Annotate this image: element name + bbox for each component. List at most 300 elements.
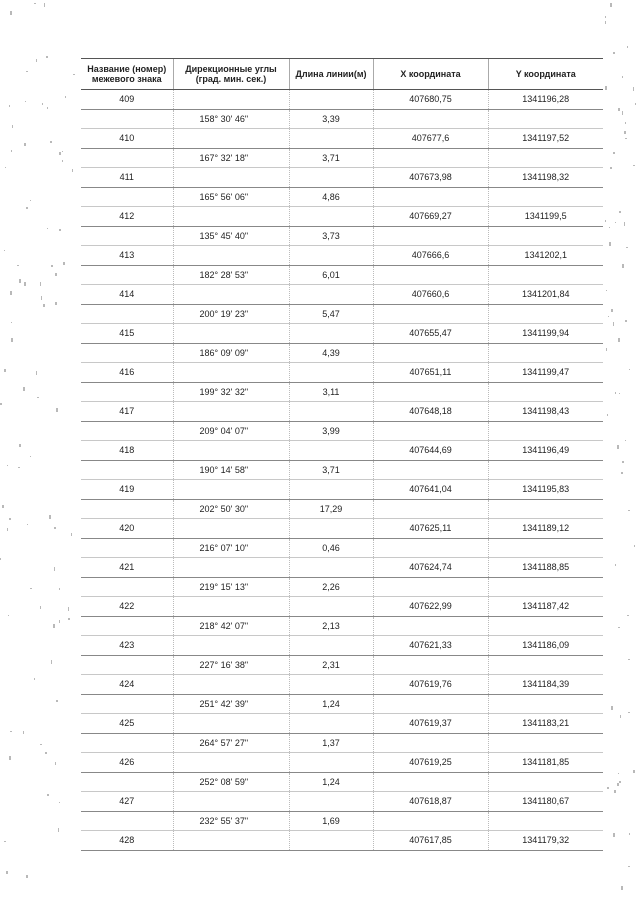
scan-noise-speck [54,567,55,571]
scan-noise-speck [72,169,73,172]
point-name-cell [81,421,173,441]
scan-noise-speck [9,105,10,107]
y-coordinate-cell: 1341199,94 [488,324,603,344]
segment-row [81,499,603,519]
scan-noise-speck [40,744,42,745]
x-coordinate-cell [373,148,488,168]
x-coordinate-cell [373,811,488,831]
scan-noise-speck [5,167,6,168]
direction-angle-cell: 199° 32' 32" [173,382,289,402]
line-length-cell: 4,39 [289,343,373,363]
direction-angle-cell [173,558,289,578]
boundary-point-row [81,90,603,110]
scan-noise-speck [23,387,25,391]
direction-angle-cell: 135° 45' 40" [173,226,289,246]
point-name-cell [81,538,173,558]
x-coordinate-cell: 407621,33 [373,636,488,656]
line-length-cell [289,519,373,539]
line-length-cell [289,597,373,617]
line-length-cell: 5,47 [289,304,373,324]
scan-noise-speck [619,393,620,394]
scan-noise-speck [605,16,606,18]
scan-noise-speck [628,659,630,660]
direction-angle-cell [173,246,289,266]
point-name-cell [81,577,173,597]
scan-noise-speck [63,262,65,265]
y-coordinate-cell [488,226,603,246]
scan-noise-speck [30,456,31,457]
scan-noise-speck [40,606,41,609]
y-coordinate-cell: 1341201,84 [488,285,603,305]
scan-noise-speck [59,620,60,623]
x-coordinate-cell: 407641,04 [373,480,488,500]
direction-angle-cell [173,363,289,383]
scan-noise-speck [24,143,26,146]
direction-angle-cell: 209° 04' 07" [173,421,289,441]
scan-noise-speck [7,465,8,466]
scan-noise-speck [51,660,52,664]
segment-row [81,577,603,597]
point-name-cell: 413 [81,246,173,266]
scan-noise-speck [68,618,70,620]
x-coordinate-cell [373,499,488,519]
scan-noise-speck [609,242,611,246]
y-coordinate-cell [488,811,603,831]
boundary-point-row [81,636,603,656]
line-length-cell [289,792,373,812]
point-name-cell: 419 [81,480,173,500]
scan-noise-speck [610,3,612,7]
x-coordinate-cell: 407648,18 [373,402,488,422]
y-coordinate-cell: 1341196,28 [488,90,603,110]
scan-noise-speck [615,564,616,566]
scan-noise-speck [59,802,60,803]
scan-noise-speck [633,165,635,166]
direction-angle-cell [173,753,289,773]
boundary-point-row [81,831,603,851]
scan-noise-speck [619,211,621,213]
scan-noise-speck [54,527,56,529]
direction-angle-cell [173,324,289,344]
scan-noise-speck [633,87,634,91]
point-name-cell [81,733,173,753]
point-name-cell [81,772,173,792]
table-header-row [81,59,603,90]
x-coordinate-cell: 407622,99 [373,597,488,617]
scan-noise-speck [611,706,613,710]
direction-angle-cell: 264° 57' 27" [173,733,289,753]
scan-noise-speck [23,731,24,734]
scan-noise-speck [633,770,635,773]
x-coordinate-cell: 407677,6 [373,129,488,149]
x-coordinate-cell: 407680,75 [373,90,488,110]
scan-noise-speck [11,150,12,152]
line-length-cell: 2,31 [289,655,373,675]
line-length-cell: 2,13 [289,616,373,636]
scan-noise-speck [11,322,12,323]
direction-angle-cell [173,636,289,656]
header-point-name: Название (номер) межевого знака [81,59,173,90]
x-coordinate-cell [373,772,488,792]
y-coordinate-cell [488,616,603,636]
scan-noise-speck [613,52,615,54]
line-length-cell [289,441,373,461]
scan-noise-speck [36,59,37,62]
line-length-cell: 3,71 [289,148,373,168]
point-name-cell: 420 [81,519,173,539]
scan-noise-speck [58,828,59,832]
scan-noise-speck [41,296,42,300]
y-coordinate-cell [488,460,603,480]
point-name-cell: 422 [81,597,173,617]
scan-noise-speck [620,715,621,718]
scan-noise-speck [30,200,31,201]
segment-row [81,226,603,246]
scan-noise-speck [626,247,628,248]
y-coordinate-cell: 1341188,85 [488,558,603,578]
point-name-cell: 412 [81,207,173,227]
y-coordinate-cell [488,109,603,129]
line-length-cell [289,753,373,773]
scan-noise-speck [47,794,49,796]
scan-noise-speck [618,627,620,628]
direction-angle-cell: 216° 07' 10" [173,538,289,558]
x-coordinate-cell [373,538,488,558]
y-coordinate-cell: 1341179,32 [488,831,603,851]
line-length-cell [289,324,373,344]
x-coordinate-cell: 407651,11 [373,363,488,383]
boundary-point-row [81,402,603,422]
scan-noise-speck [625,320,627,322]
scan-noise-speck [627,615,629,616]
point-name-cell: 427 [81,792,173,812]
scan-noise-speck [624,131,626,134]
direction-angle-cell: 251° 42' 39" [173,694,289,714]
scan-noise-speck [47,107,48,109]
segment-row [81,538,603,558]
scan-noise-speck [8,615,9,616]
x-coordinate-cell [373,655,488,675]
line-length-cell: 4,86 [289,187,373,207]
direction-angle-cell: 200° 19' 23" [173,304,289,324]
point-name-cell: 409 [81,90,173,110]
scan-noise-speck [628,866,630,867]
x-coordinate-cell: 407666,6 [373,246,488,266]
direction-angle-cell: 186° 09' 09" [173,343,289,363]
direction-angle-cell [173,675,289,695]
scan-noise-speck [7,528,8,531]
line-length-cell [289,558,373,578]
boundary-point-row [81,324,603,344]
scan-noise-speck [59,152,61,155]
x-coordinate-cell [373,616,488,636]
y-coordinate-cell: 1341198,32 [488,168,603,188]
x-coordinate-cell: 407669,27 [373,207,488,227]
x-coordinate-cell [373,460,488,480]
line-length-cell: 1,69 [289,811,373,831]
header-y-coordinate: Y координата [488,59,603,90]
boundary-point-row [81,168,603,188]
x-coordinate-cell [373,265,488,285]
scan-noise-speck [4,369,6,372]
boundary-point-row [81,714,603,734]
scan-noise-speck [634,545,635,547]
point-name-cell: 423 [81,636,173,656]
scan-noise-speck [56,700,58,702]
scan-noise-speck [17,265,19,266]
scan-noise-speck [37,397,39,398]
scan-noise-speck [0,403,2,405]
scan-noise-speck [610,167,612,169]
scan-noise-speck [55,273,57,276]
x-coordinate-cell: 407625,11 [373,519,488,539]
y-coordinate-cell: 1341180,67 [488,792,603,812]
line-length-cell [289,480,373,500]
scan-noise-speck [55,302,57,305]
scan-noise-speck [65,96,66,98]
line-length-cell [289,402,373,422]
scan-noise-speck [6,871,8,874]
scan-noise-speck [62,151,63,152]
y-coordinate-cell [488,655,603,675]
x-coordinate-cell [373,421,488,441]
point-name-cell [81,694,173,714]
scan-noise-speck [622,264,624,268]
x-coordinate-cell [373,109,488,129]
direction-angle-cell: 202° 50' 30" [173,499,289,519]
point-name-cell [81,616,173,636]
segment-row [81,148,603,168]
scan-noise-speck [12,125,13,128]
line-length-cell: 1,24 [289,772,373,792]
scan-noise-speck [615,392,616,394]
scan-noise-speck [40,282,41,286]
scan-noise-speck [10,731,12,732]
point-name-cell: 414 [81,285,173,305]
x-coordinate-cell: 407618,87 [373,792,488,812]
direction-angle-cell: 167° 32' 18" [173,148,289,168]
segment-row [81,694,603,714]
scan-noise-speck [625,122,626,124]
x-coordinate-cell [373,343,488,363]
direction-angle-cell [173,714,289,734]
scan-noise-speck [617,783,619,786]
y-coordinate-cell: 1341197,52 [488,129,603,149]
scan-noise-speck [19,279,21,283]
scan-noise-speck [618,773,619,774]
scan-noise-speck [46,56,48,58]
line-length-cell [289,363,373,383]
scan-noise-speck [607,787,609,789]
scan-noise-speck [55,762,56,765]
boundary-point-row [81,675,603,695]
scan-noise-speck [0,558,1,560]
x-coordinate-cell [373,382,488,402]
x-coordinate-cell: 407619,25 [373,753,488,773]
table-body [81,90,603,851]
y-coordinate-cell: 1341184,39 [488,675,603,695]
line-length-cell: 6,01 [289,265,373,285]
y-coordinate-cell: 1341186,09 [488,636,603,656]
direction-angle-cell: 252° 08' 59" [173,772,289,792]
y-coordinate-cell [488,304,603,324]
scan-noise-speck [608,316,609,317]
scan-noise-speck [622,76,623,78]
scan-noise-speck [59,588,60,590]
direction-angle-cell: 227° 16' 38" [173,655,289,675]
y-coordinate-cell: 1341196,49 [488,441,603,461]
scan-noise-speck [625,138,627,139]
scan-noise-speck [10,291,12,295]
scan-noise-speck [26,207,28,209]
point-name-cell: 428 [81,831,173,851]
scan-noise-speck [25,101,26,102]
header-direction-angle: Дирекционные углы (град. мин. сек.) [173,59,289,90]
point-name-cell [81,265,173,285]
x-coordinate-cell [373,304,488,324]
x-coordinate-cell: 407619,37 [373,714,488,734]
segment-row [81,109,603,129]
scan-noise-speck [26,71,28,72]
x-coordinate-cell: 407617,85 [373,831,488,851]
line-length-cell: 3,11 [289,382,373,402]
y-coordinate-cell: 1341198,43 [488,402,603,422]
direction-angle-cell [173,792,289,812]
scan-noise-speck [624,222,625,226]
line-length-cell: 1,37 [289,733,373,753]
line-length-cell: 1,24 [289,694,373,714]
boundary-point-row [81,285,603,305]
scan-noise-speck [10,11,12,15]
point-name-cell [81,499,173,519]
boundary-point-row [81,207,603,227]
scan-noise-speck [71,533,72,536]
y-coordinate-cell: 1341202,1 [488,246,603,266]
scan-noise-speck [621,886,623,890]
scan-noise-speck [635,103,636,105]
y-coordinate-cell: 1341183,21 [488,714,603,734]
line-length-cell: 17,29 [289,499,373,519]
scan-noise-speck [615,222,616,223]
point-name-cell: 410 [81,129,173,149]
scan-noise-speck [59,229,61,231]
direction-angle-cell [173,207,289,227]
direction-angle-cell [173,831,289,851]
scan-noise-speck [34,678,35,680]
point-name-cell [81,304,173,324]
x-coordinate-cell [373,187,488,207]
scan-noise-speck [605,220,606,222]
segment-row [81,616,603,636]
y-coordinate-cell [488,187,603,207]
scan-noise-speck [611,309,613,312]
direction-angle-cell: 165° 56' 06" [173,187,289,207]
scan-noise-speck [606,290,607,291]
y-coordinate-cell [488,382,603,402]
header-line-length: Длина линии(м) [289,59,373,90]
direction-angle-cell: 232° 55' 37" [173,811,289,831]
y-coordinate-cell [488,148,603,168]
direction-angle-cell: 190° 14' 58" [173,460,289,480]
direction-angle-cell [173,597,289,617]
scan-noise-speck [618,108,620,111]
scan-noise-speck [605,86,607,90]
y-coordinate-cell [488,733,603,753]
line-length-cell: 3,71 [289,460,373,480]
point-name-cell [81,811,173,831]
segment-row [81,772,603,792]
scan-noise-speck [613,833,615,837]
direction-angle-cell: 218° 42' 07" [173,616,289,636]
direction-angle-cell [173,129,289,149]
scan-noise-speck [617,445,619,449]
point-name-cell [81,226,173,246]
direction-angle-cell [173,480,289,500]
point-name-cell: 411 [81,168,173,188]
scan-noise-speck [9,518,11,520]
point-name-cell: 417 [81,402,173,422]
point-name-cell: 415 [81,324,173,344]
boundary-point-row [81,441,603,461]
boundary-point-row [81,246,603,266]
scan-noise-speck [628,712,630,713]
line-length-cell [289,675,373,695]
segment-row [81,187,603,207]
scan-noise-speck [45,752,47,754]
segment-row [81,733,603,753]
direction-angle-cell [173,168,289,188]
point-name-cell: 421 [81,558,173,578]
boundary-point-row [81,129,603,149]
point-name-cell [81,187,173,207]
boundary-point-row [81,558,603,578]
scan-noise-speck [2,505,4,508]
line-length-cell: 0,46 [289,538,373,558]
segment-row [81,460,603,480]
y-coordinate-cell [488,694,603,714]
scan-noise-speck [24,282,26,286]
scan-noise-speck [73,74,75,75]
scan-noise-speck [627,46,628,48]
line-length-cell [289,168,373,188]
point-name-cell [81,655,173,675]
scan-noise-speck [36,371,37,375]
x-coordinate-cell: 407673,98 [373,168,488,188]
segment-row [81,811,603,831]
y-coordinate-cell [488,343,603,363]
scan-noise-speck [629,833,630,835]
segment-row [81,421,603,441]
scan-noise-speck [619,781,621,783]
point-name-cell [81,343,173,363]
point-name-cell: 418 [81,441,173,461]
scan-noise-speck [50,141,52,143]
boundary-point-row [81,363,603,383]
line-length-cell [289,90,373,110]
scan-noise-speck [51,265,53,267]
scan-noise-speck [49,515,51,519]
scan-noise-speck [628,510,630,511]
point-name-cell: 426 [81,753,173,773]
scan-noise-speck [11,338,13,342]
segment-row [81,304,603,324]
segment-row [81,265,603,285]
line-length-cell [289,129,373,149]
y-coordinate-cell [488,577,603,597]
scan-noise-speck [27,524,28,525]
scan-noise-speck [47,228,48,229]
scan-noise-speck [609,227,610,228]
